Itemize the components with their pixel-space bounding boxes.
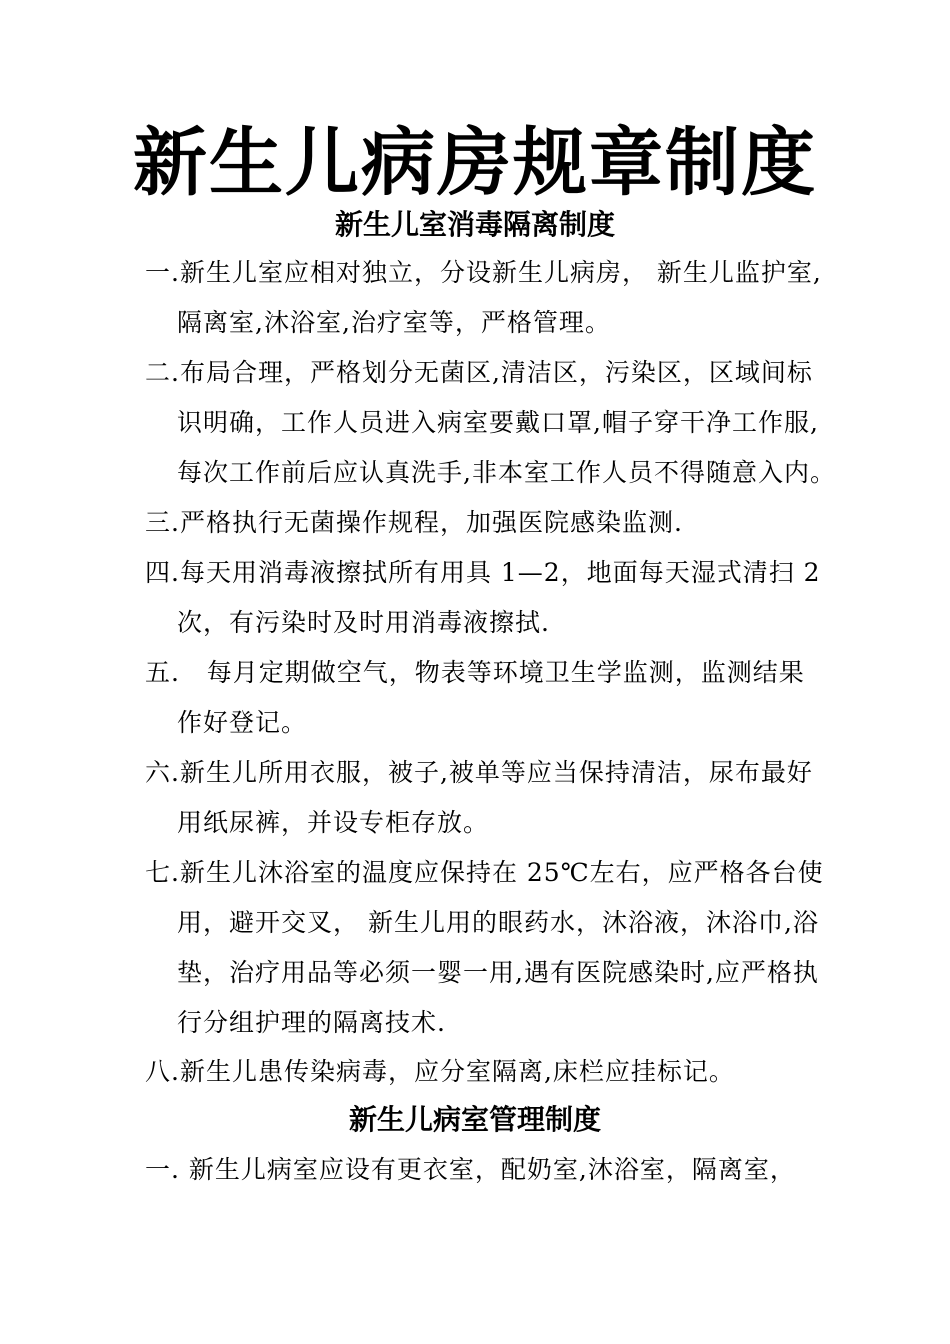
item-text: 新生儿病室应设有更衣室，配奶室,沐浴室，隔离室， [179,1155,796,1184]
list-item [145,548,825,648]
item-line [145,1145,825,1195]
list-item [145,1145,825,1195]
item-line [145,648,825,698]
item-line: 隔离室,沐浴室,治疗室等，严格管理。 [177,308,611,337]
item-text: 新生儿室应相对独立，分设新生儿病房， 新生儿监护室, [179,258,822,287]
item-number: 四. [145,558,180,587]
item-number: 一. [145,1155,180,1184]
section-heading-ward-management: 新生儿病室管理制度 [348,1103,601,1136]
list-item [145,848,825,1048]
item-line: 行分组护理的隔离技术. [177,1008,446,1037]
document-title: 新生儿病房规章制度 [133,120,817,206]
item-number: 二. [145,358,180,387]
list-item [145,248,825,348]
item-line: 作好登记。 [177,708,308,737]
section-heading-disinfection: 新生儿室消毒隔离制度 [334,208,615,241]
item-number: 三. [145,508,180,537]
item-line: 用，避开交叉， 新生儿用的眼药水，沐浴液，沐浴巾,浴 [177,908,819,937]
item-text: 新生儿所用衣服，被子,被单等应当保持清洁，尿布最好 [179,758,813,787]
list-item [145,648,825,748]
item-line [145,248,825,298]
item-number: 七. [145,858,180,887]
item-line: 每次工作前后应认真洗手,非本室工作人员不得随意入内。 [177,458,836,487]
item-text: 布局合理，严格划分无菌区,清洁区，污染区，区域间标 [179,358,813,387]
item-text: 每月定期做空气，物表等环境卫生学监测，监测结果 [179,658,805,687]
item-line: 次，有污染时及时用消毒液擦拭. [177,608,550,637]
list-item [145,348,836,498]
item-text: 每天用消毒液擦拭所有用具 1—2，地面每天湿式清扫 2 [179,558,821,587]
list-item [145,1047,825,1097]
item-text: 新生儿沐浴室的温度应保持在 25℃左右，应严格各台使 [179,858,824,887]
item-line [145,498,825,548]
item-number: 六. [145,758,180,787]
item-line [145,748,825,798]
item-line [145,548,825,598]
list-item [145,498,825,548]
item-text: 新生儿患传染病毒，应分室隔离,床栏应挂标记。 [179,1057,735,1086]
item-line: 垫，治疗用品等必须一婴一用,遇有医院感染时,应严格执 [177,958,819,987]
item-number: 一. [145,258,180,287]
item-line [145,348,825,398]
item-line: 用纸尿裤，并设专柜存放。 [177,808,490,837]
item-number: 五. [145,658,180,687]
item-line: 识明确，工作人员进入病室要戴口罩,帽子穿干净工作服, [177,408,819,437]
item-text: 严格执行无菌操作规程，加强医院感染监测. [179,508,683,537]
list-item [145,748,825,848]
item-line [145,848,825,898]
item-line [145,1047,825,1097]
item-number: 八. [145,1057,180,1086]
